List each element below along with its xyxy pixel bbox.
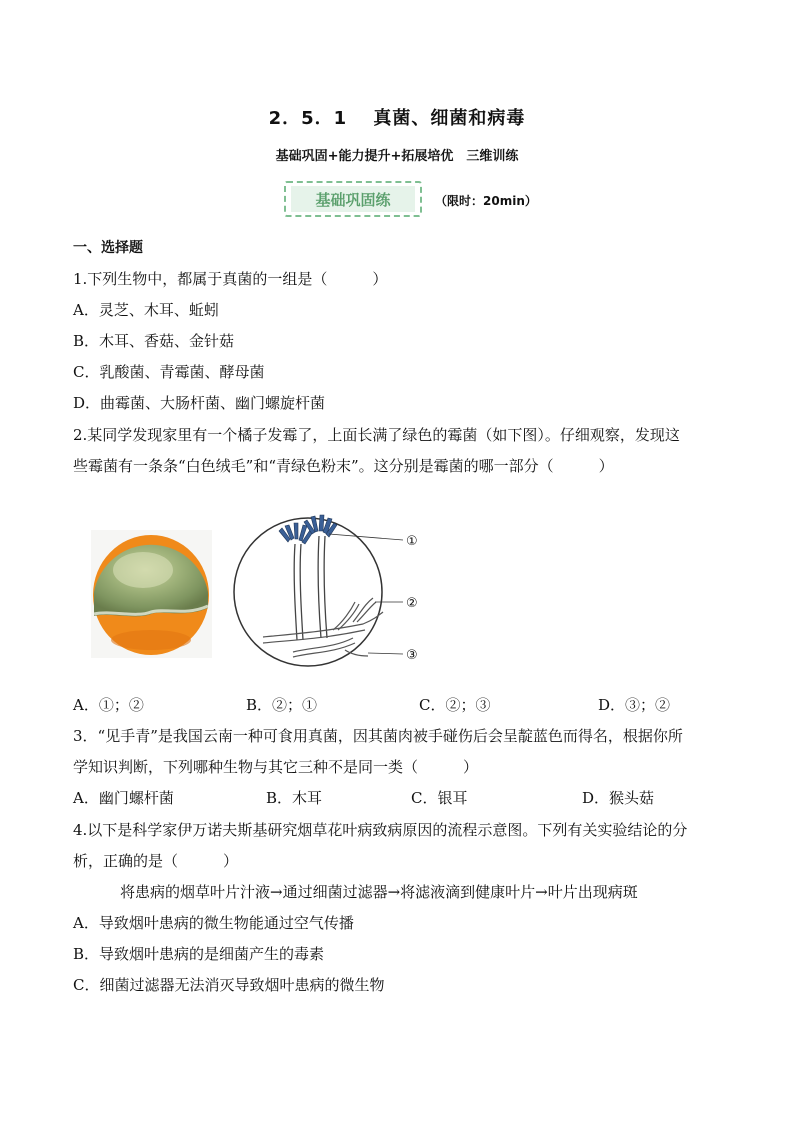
q1-option-b: B．木耳、香菇、金针菇: [73, 332, 235, 350]
q3-option-a: A．幽门螺杆菌: [73, 789, 174, 807]
mold-structure-diagram: [233, 512, 433, 672]
q1-option-a: A．灵芝、木耳、蚯蚓: [73, 301, 219, 319]
q1-option-d: D．曲霉菌、大肠杆菌、幽门螺旋杆菌: [73, 394, 326, 412]
diagram-label-1: ①: [406, 534, 418, 549]
q2-option-a: A．①；②: [73, 696, 144, 714]
moldy-orange-image: [91, 530, 212, 658]
q1-option-c: C．乳酸菌、青霉菌、酵母菌: [73, 363, 265, 381]
q4-flow-diagram: 将患病的烟草叶片汁液→通过细菌过滤器→将滤液滴到健康叶片→叶片出现病斑: [120, 883, 638, 901]
section-badge: [284, 181, 422, 217]
q4-stem-line2: 析，正确的是（ ）: [73, 852, 239, 870]
q2-option-d: D．③；②: [598, 696, 671, 714]
page-title: 2．5．1 真菌、细菌和病毒: [268, 108, 526, 129]
q3-option-d: D．猴头菇: [582, 789, 655, 807]
diagram-label-3: ③: [406, 648, 418, 663]
q2-option-c: C．②；③: [419, 696, 491, 714]
q4-stem-line1: 4.以下是科学家伊万诺夫斯基研究烟草花叶病致病原因的流程示意图。下列有关实验结论的分: [73, 821, 688, 839]
q3-stem-line2: 学知识判断，下列哪种生物与其它三种不是同一类（ ）: [73, 758, 479, 776]
page-subtitle: 基础巩固+能力提升+拓展培优 三维训练: [275, 149, 519, 164]
q2-option-b: B．②；①: [246, 696, 318, 714]
section-heading: 一、选择题: [73, 240, 143, 256]
section-badge-label: 基础巩固练: [291, 186, 415, 212]
q3-option-b: B．木耳: [266, 789, 323, 807]
q2-stem-line2: 些霉菌有一条条“白色绒毛”和“青绿色粉末”。这分别是霉菌的哪一部分（ ）: [73, 457, 614, 475]
diagram-label-2: ②: [406, 596, 418, 611]
q4-option-c: C．细菌过滤器无法消灭导致烟叶患病的微生物: [73, 976, 385, 994]
q3-stem-line1: 3．“见手青”是我国云南一种可食用真菌，因其菌肉被手碰伤后会呈靛蓝色而得名，根据你所: [73, 727, 683, 745]
time-limit: （限时：20min）: [435, 194, 537, 208]
q3-option-c: C．银耳: [411, 789, 468, 807]
q2-stem-line1: 2.某同学发现家里有一个橘子发霉了，上面长满了绿色的霉菌（如下图）。仔细观察，发现这: [73, 426, 680, 444]
q1-stem: 1.下列生物中，都属于真菌的一组是（ ）: [73, 270, 388, 288]
q4-option-a: A．导致烟叶患病的微生物能通过空气传播: [73, 914, 354, 932]
q4-option-b: B．导致烟叶患病的是细菌产生的毒素: [73, 945, 325, 963]
